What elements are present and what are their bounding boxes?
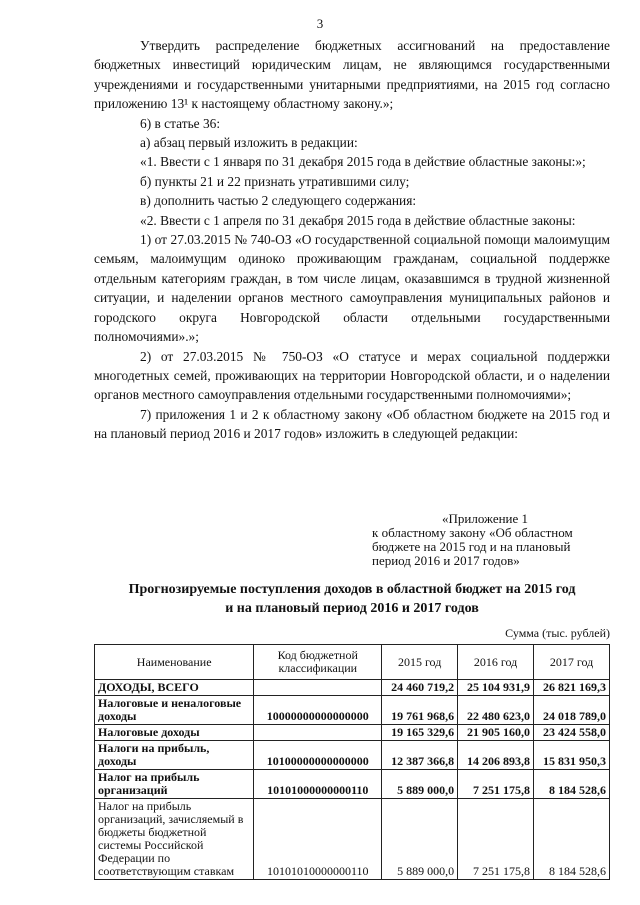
annex-reference [372, 512, 612, 568]
row-name: Налоговые доходы [95, 725, 254, 741]
row-code [254, 680, 382, 696]
row-code: 10000000000000000 [254, 696, 382, 725]
table-row [95, 770, 610, 799]
row-value-2017: 26 821 169,3 [534, 680, 610, 696]
annex-line: к областному закону «Об областном [372, 525, 573, 540]
paragraph: 7) приложения 1 и 2 к областному закону «Об областном бюджете на 2015 год и на плановый период 2016 и 2017 годов» изложить в следующей редакции: [94, 406, 610, 442]
row-value-2016: 21 905 160,0 [458, 725, 534, 741]
row-code [254, 725, 382, 741]
title-line: Прогнозируемые поступления доходов в областной бюджет на 2015 год [128, 582, 576, 597]
row-value-2017: 15 831 950,3 [534, 741, 610, 770]
row-value-2017: 8 184 528,6 [534, 799, 610, 880]
row-value-2015: 12 387 366,8 [382, 741, 458, 770]
page-number: 3 [316, 16, 324, 31]
row-name: Налог на прибыль организаций, зачисляемый в бюджеты бюджетной системы Российской Федерации по соответствующим ставкам [95, 799, 254, 880]
header-2016: 2016 год [458, 645, 534, 680]
row-code: 10101010000000110 [254, 799, 382, 880]
row-value-2015: 19 761 968,6 [382, 696, 458, 725]
row-value-2017: 23 424 558,0 [534, 725, 610, 741]
table-title [94, 580, 610, 618]
header-2017: 2017 год [534, 645, 610, 680]
row-value-2016: 22 480 623,0 [458, 696, 534, 725]
paragraph: 1) от 27.03.2015 № 740-ОЗ «О государственной социальной помощи малоимущим семьям, малоимущим одиноко проживающим гражданам, социальной поддержке отдельным категориям граждан, в том числе лицам, оказавшимся в трудной жизненной ситуации, и наделении органов местного самоуправления муниципальных районов и городского округа Новгородской области отдельными государственными полномочиями».»; [94, 232, 610, 345]
row-value-2017: 8 184 528,6 [534, 770, 610, 799]
annex-line: период 2016 и 2017 годов» [372, 553, 520, 568]
header-name: Наименование [95, 645, 254, 680]
row-value-2016: 7 251 175,8 [458, 799, 534, 880]
paragraph: в) дополнить частью 2 следующего содержания: [140, 193, 417, 209]
paragraph: 6) в статье 36: [140, 115, 221, 131]
paragraph: «1. Ввести с 1 января по 31 декабря 2015 года в действие областные законы:»; [140, 154, 586, 170]
sum-unit-label: Сумма (тыс. рублей) [505, 626, 610, 640]
revenue-table [94, 644, 610, 880]
paragraph: 2) от 27.03.2015 № 750-ОЗ «О статусе и мерах социальной поддержки многодетных семей, проживающих на территории Новгородской области, и о наделении органов местного самоуправления отдельными государственными полномочиями»; [94, 348, 610, 403]
table-row [95, 741, 610, 770]
row-name: Налоговые и неналоговые доходы [95, 696, 254, 725]
table-header-row [95, 645, 610, 680]
header-2015: 2015 год [382, 645, 458, 680]
row-name: Налоги на прибыль, доходы [95, 741, 254, 770]
row-value-2016: 7 251 175,8 [458, 770, 534, 799]
row-code: 10101000000000110 [254, 770, 382, 799]
row-code: 10100000000000000 [254, 741, 382, 770]
row-value-2015: 19 165 329,6 [382, 725, 458, 741]
row-value-2015: 5 889 000,0 [382, 770, 458, 799]
paragraph: б) пункты 21 и 22 признать утратившими силу; [140, 173, 410, 189]
row-value-2016: 14 206 893,8 [458, 741, 534, 770]
row-value-2015: 24 460 719,2 [382, 680, 458, 696]
paragraph: а) абзац первый изложить в редакции: [140, 135, 358, 151]
row-name: ДОХОДЫ, ВСЕГО [95, 680, 254, 696]
header-code: Код бюджетной классификации [254, 645, 382, 680]
paragraph: «2. Ввести с 1 апреля по 31 декабря 2015 года в действие областные законы: [140, 212, 576, 228]
table-row [95, 696, 610, 725]
table-row [95, 725, 610, 741]
title-line: и на плановый период 2016 и 2017 годов [225, 601, 479, 616]
row-value-2016: 25 104 931,9 [458, 680, 534, 696]
annex-line: «Приложение 1 [442, 511, 529, 526]
row-value-2017: 24 018 789,0 [534, 696, 610, 725]
annex-line: бюджете на 2015 год и на плановый [372, 539, 571, 554]
row-name: Налог на прибыль организаций [95, 770, 254, 799]
table-row [95, 680, 610, 696]
law-text [94, 36, 610, 444]
paragraph: Утвердить распределение бюджетных ассигнований на предоставление бюджетных инвестиций юридическим лицам, не являющимся государственными учреждениями и государственными унитарными предприятиями, на 2015 год согласно приложению 13¹ к настоящему областному закону.»; [94, 38, 610, 112]
row-value-2015: 5 889 000,0 [382, 799, 458, 880]
table-row [95, 799, 610, 880]
